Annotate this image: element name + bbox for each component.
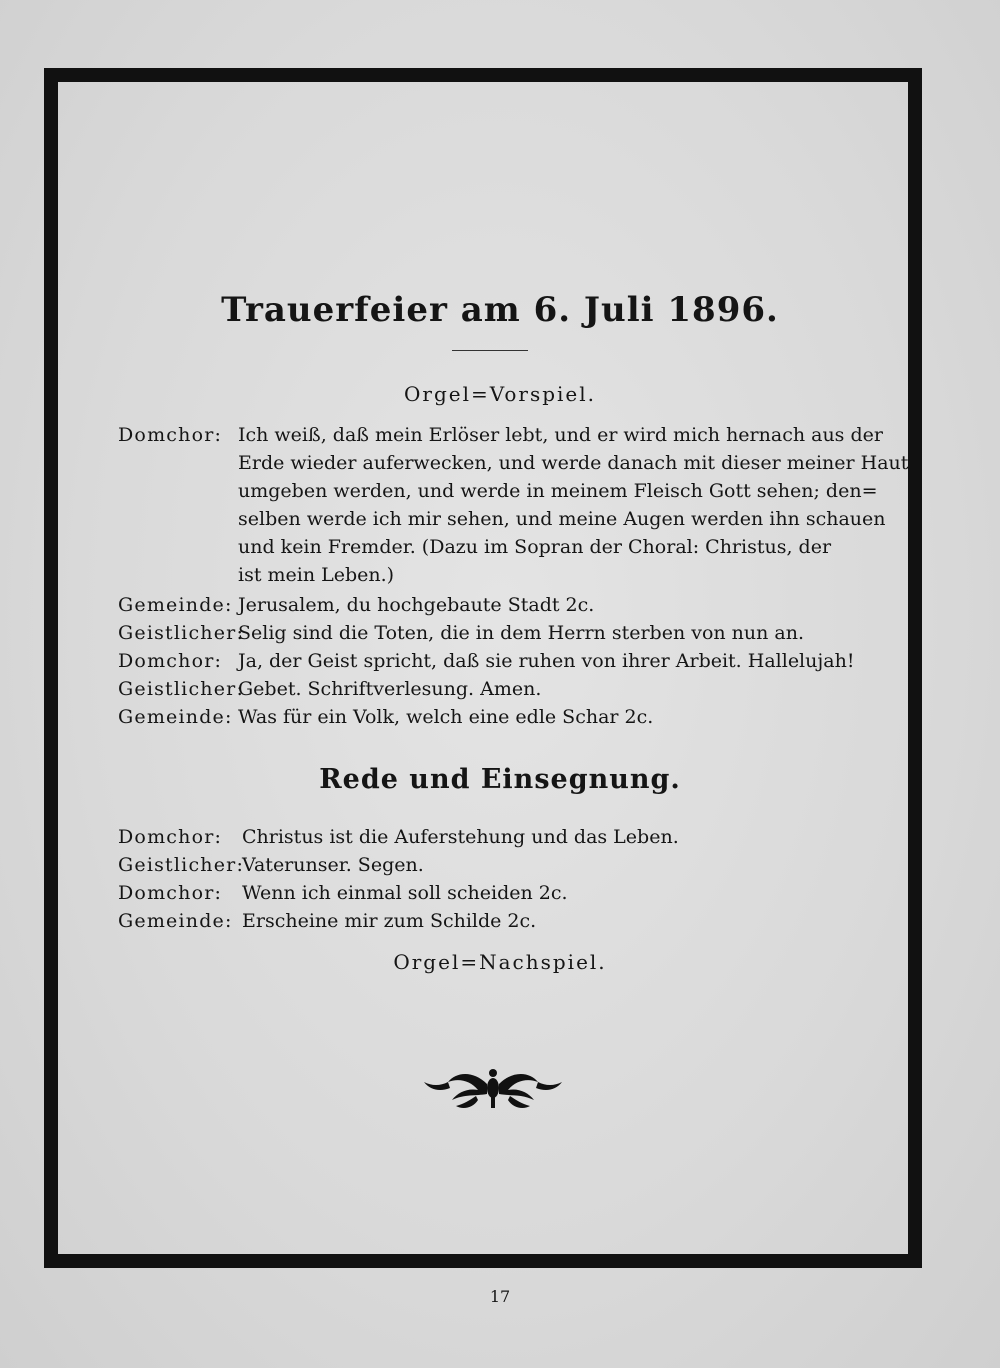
text-line: Christus ist die Auferstehung und das Leben. bbox=[242, 826, 679, 848]
prelude-line: Orgel=Vorspiel. bbox=[403, 382, 596, 406]
speaker-label: Gemeinde: bbox=[118, 706, 233, 728]
text-line: Erde wieder auferwecken, und werde danach mit dieser meiner Haut bbox=[238, 452, 909, 474]
speaker-label: Geistlicher: bbox=[118, 854, 245, 876]
speaker-label: Domchor: bbox=[118, 650, 223, 672]
text-line: umgeben werden, und werde in meinem Fleisch Gott sehen; den= bbox=[238, 480, 878, 502]
section-heading: Rede und Einsegnung. bbox=[319, 764, 681, 795]
text-line: Selig sind die Toten, die in dem Herrn sterben von nun an. bbox=[238, 622, 805, 644]
postlude-line: Orgel=Nachspiel. bbox=[393, 950, 607, 974]
speaker-label: Gemeinde: bbox=[118, 910, 233, 932]
fleuron-ornament-icon bbox=[418, 1064, 568, 1114]
page-title: Trauerfeier am 6. Juli 1896. bbox=[221, 290, 779, 330]
text-line: Vaterunser. Segen. bbox=[242, 854, 424, 876]
text-line: Erscheine mir zum Schilde 2c. bbox=[242, 910, 537, 932]
text-line: ist mein Leben.) bbox=[238, 564, 395, 586]
speaker-label: Domchor: bbox=[118, 424, 223, 446]
speaker-label: Domchor: bbox=[118, 826, 223, 848]
speaker-label: Geistlicher: bbox=[118, 622, 245, 644]
program-row bbox=[118, 424, 909, 594]
text-line: und kein Fremder. (Dazu im Sopran der Choral: Christus, der bbox=[238, 536, 832, 558]
text-line: Ich weiß, daß mein Erlöser lebt, und er wird mich hernach aus der bbox=[238, 424, 883, 446]
page-number: 17 bbox=[489, 1287, 511, 1306]
text-line: Jerusalem, du hochgebaute Stadt 2c. bbox=[238, 594, 595, 616]
text-line: selben werde ich mir sehen, und meine Augen werden ihn schauen bbox=[238, 508, 886, 530]
text-line: Gebet. Schriftverlesung. Amen. bbox=[238, 678, 542, 700]
speaker-label: Gemeinde: bbox=[118, 594, 233, 616]
title-divider bbox=[452, 350, 528, 351]
speaker-label: Geistlicher: bbox=[118, 678, 245, 700]
text-line: Wenn ich einmal soll scheiden 2c. bbox=[242, 882, 568, 904]
text-line: Ja, der Geist spricht, daß sie ruhen von ihrer Arbeit. Hallelujah! bbox=[238, 650, 855, 672]
speaker-label: Domchor: bbox=[118, 882, 223, 904]
text-line: Was für ein Volk, welch eine edle Schar 2c. bbox=[238, 706, 654, 728]
